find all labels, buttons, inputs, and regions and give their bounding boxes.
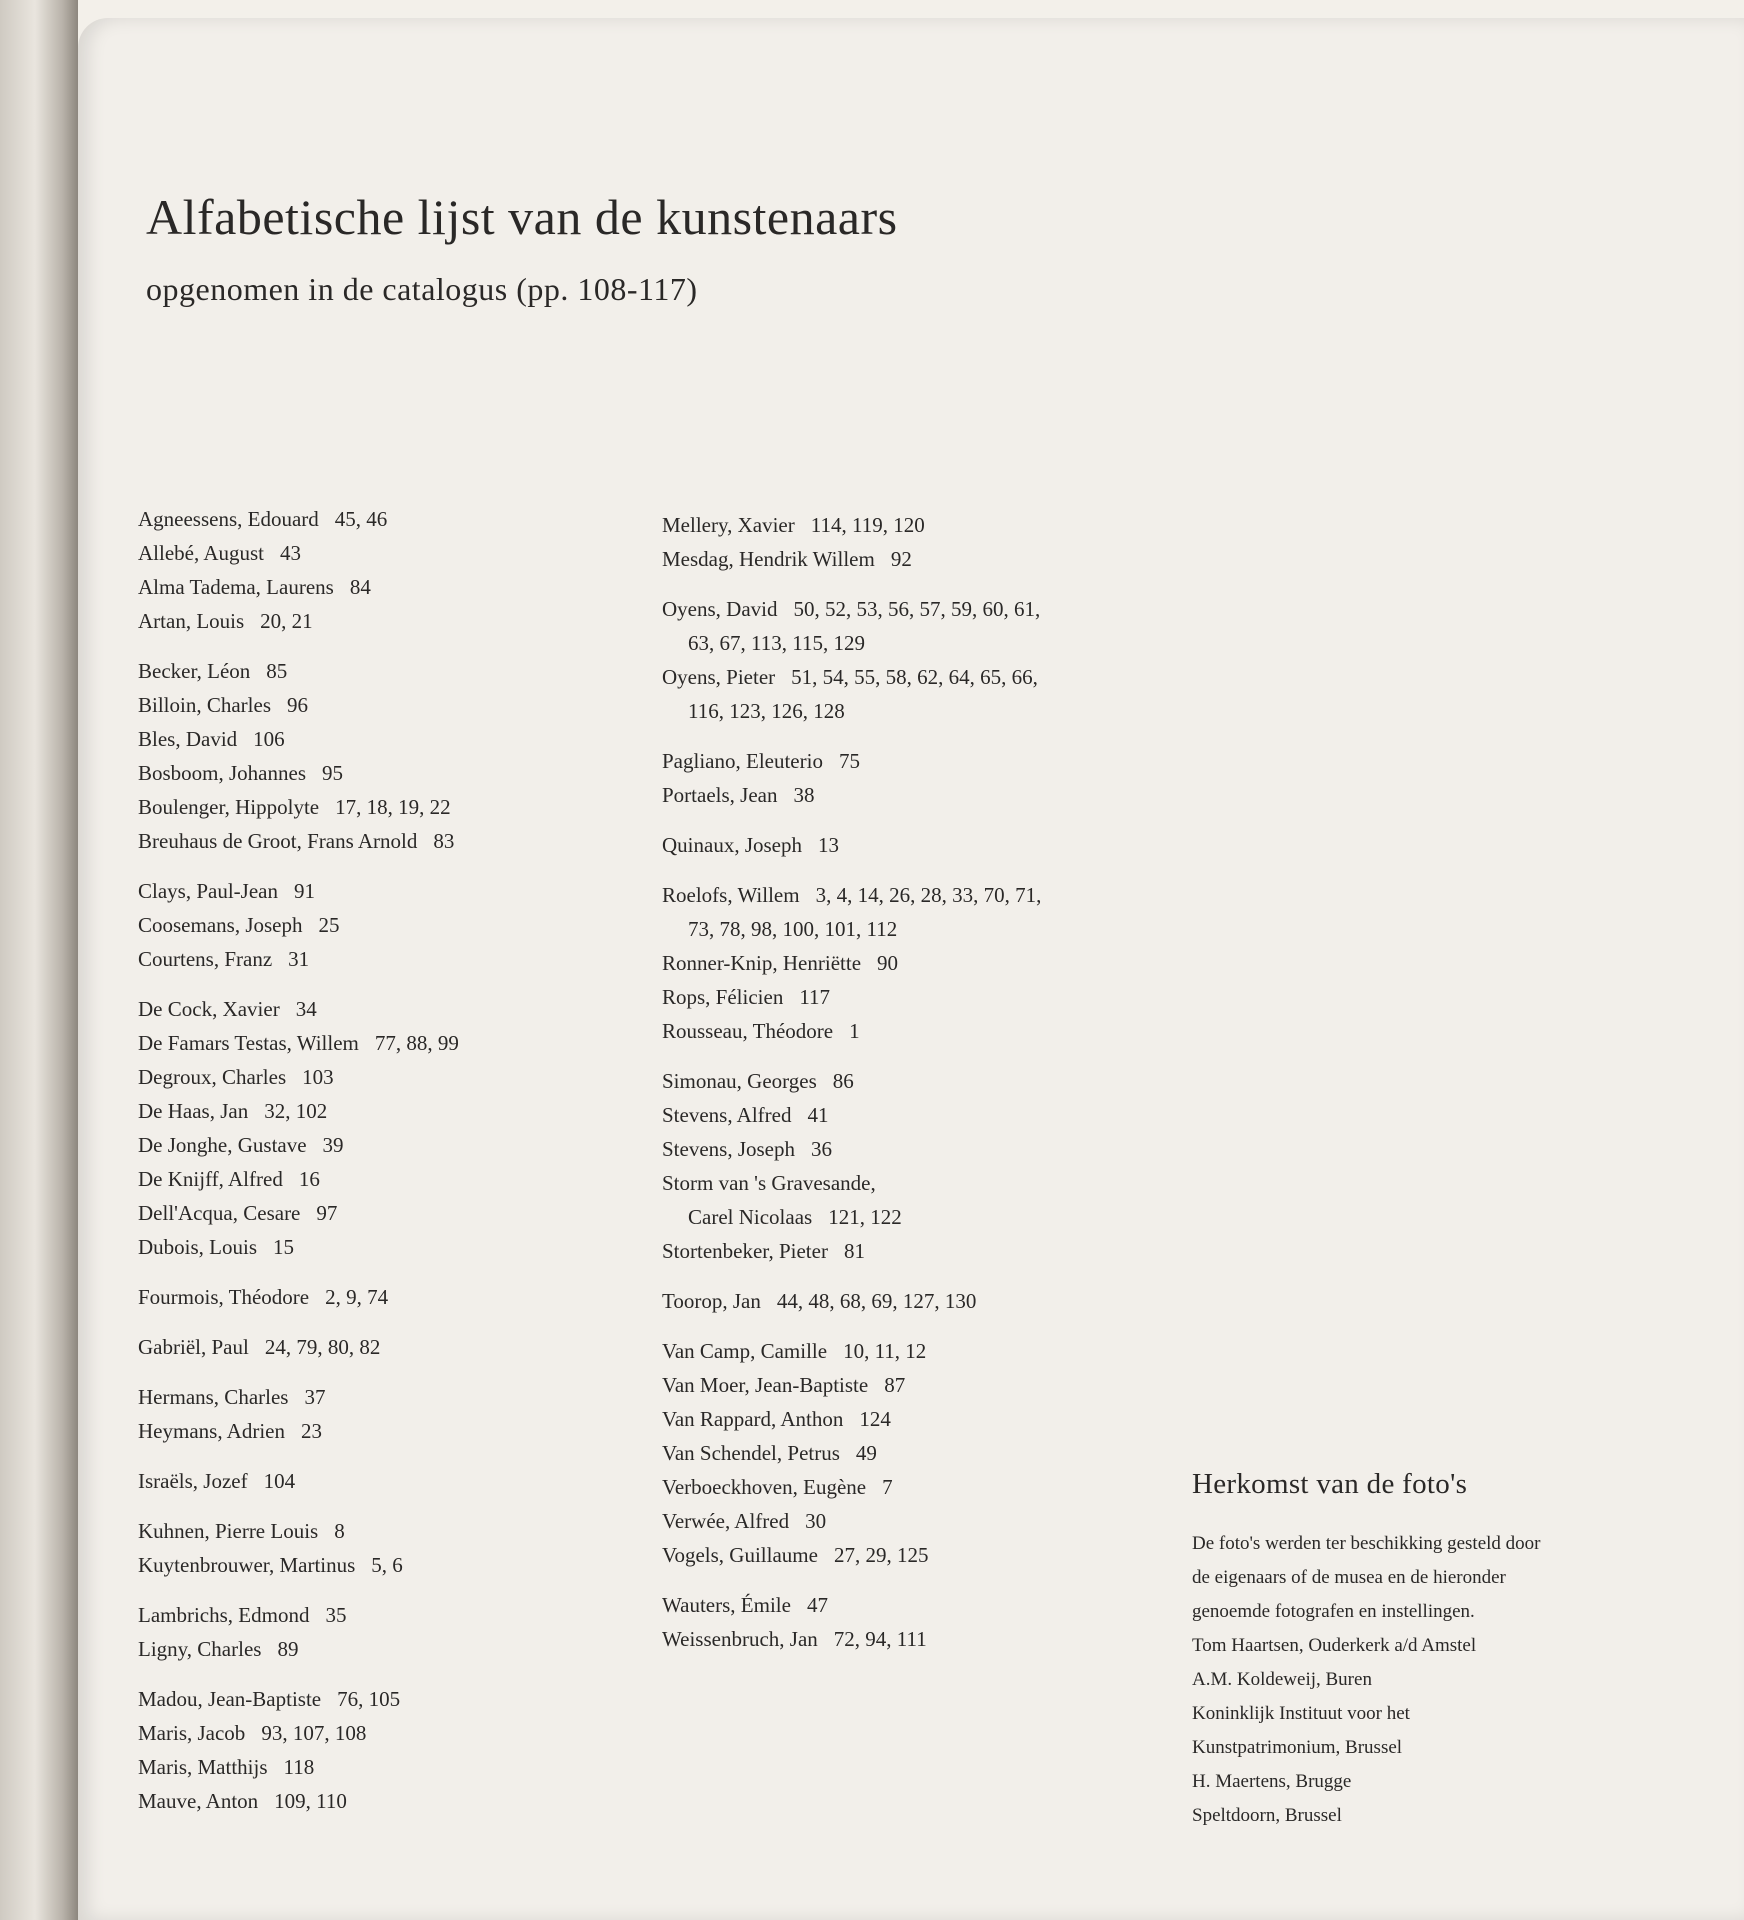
artist-name: Portaels, Jean xyxy=(662,783,778,807)
artist-entry xyxy=(662,1166,1142,1234)
index-letter-group xyxy=(138,1682,658,1818)
artist-entry xyxy=(138,604,658,638)
index-letter-group xyxy=(138,1280,658,1314)
artist-entry xyxy=(138,1750,658,1784)
artist-name: Maris, Matthijs xyxy=(138,1755,268,1779)
artist-name: Heymans, Adrien xyxy=(138,1419,285,1443)
catalogue-numbers: 118 xyxy=(283,1755,315,1779)
artist-entry xyxy=(138,1094,658,1128)
catalogue-numbers: 104 xyxy=(263,1469,296,1493)
artist-name: Ronner-Knip, Henriëtte xyxy=(662,951,862,975)
artist-name: Dubois, Louis xyxy=(138,1235,258,1259)
catalogue-numbers: 83 xyxy=(433,829,455,853)
catalogue-numbers: 5, 6 xyxy=(371,1553,403,1577)
artist-name: Stevens, Alfred xyxy=(662,1103,792,1127)
catalogue-numbers: 85 xyxy=(266,659,288,683)
artist-name: De Famars Testas, Willem xyxy=(138,1031,359,1055)
catalogue-numbers: 32, 102 xyxy=(264,1099,328,1123)
credit-line: Kunstpatrimonium, Brussel xyxy=(1192,1737,1403,1758)
catalogue-numbers: 96 xyxy=(287,693,308,717)
catalogue-numbers: 51, 54, 55, 58, 62, 64, 65, 66, xyxy=(791,665,1038,689)
catalogue-numbers: 13 xyxy=(818,833,839,857)
artist-name: Rops, Félicien xyxy=(662,985,784,1009)
artist-name: Rousseau, Théodore xyxy=(662,1019,834,1043)
index-letter-group xyxy=(662,508,1142,576)
credit-line: genoemde fotografen en instellingen. xyxy=(1192,1601,1475,1622)
index-letter-group xyxy=(138,992,658,1264)
catalogue-numbers: 114, 119, 120 xyxy=(810,513,925,537)
credit-line: de eigenaars of de musea en de hieronder xyxy=(1192,1567,1506,1588)
index-letter-group xyxy=(138,1598,658,1666)
catalogue-numbers: 37 xyxy=(304,1385,326,1409)
photo-credits-heading: Herkomst van de foto's xyxy=(1192,1468,1468,1500)
artist-name: Roelofs, Willem xyxy=(662,883,800,907)
page-title: Alfabetische lijst van de kunstenaars xyxy=(146,189,898,245)
artist-entry xyxy=(138,1548,658,1582)
credit-line: Koninklijk Instituut voor het xyxy=(1192,1703,1410,1724)
catalogue-numbers: 8 xyxy=(334,1519,345,1543)
artist-name: Breuhaus de Groot, Frans Arnold xyxy=(138,829,418,853)
catalogue-numbers: 27, 29, 125 xyxy=(833,1543,929,1567)
catalogue-numbers: 38 xyxy=(793,783,815,807)
artist-entry xyxy=(138,1414,658,1448)
artist-name: Billoin, Charles xyxy=(138,693,271,717)
catalogue-numbers: 84 xyxy=(349,575,371,599)
continuation-text: 73, 78, 98, 100, 101, 112 xyxy=(688,917,898,941)
catalogue-numbers: 92 xyxy=(890,547,912,571)
artist-entry xyxy=(662,778,1142,812)
index-letter-group xyxy=(662,1334,1142,1572)
artist-entry xyxy=(138,1196,658,1230)
artist-entry xyxy=(662,508,1142,542)
artist-entry xyxy=(138,756,658,790)
book-binding xyxy=(0,0,78,1920)
index-letter-group xyxy=(138,502,658,638)
artist-entry xyxy=(662,1234,1142,1268)
artist-name: Stevens, Joseph xyxy=(662,1137,795,1161)
credit-line: A.M. Koldeweij, Buren xyxy=(1192,1669,1372,1690)
artist-entry xyxy=(138,1784,658,1818)
artist-name: Oyens, David xyxy=(662,597,778,621)
photo-credits xyxy=(1192,1468,1712,1833)
index-letter-group xyxy=(662,1588,1142,1656)
artist-name: Clays, Paul-Jean xyxy=(138,879,278,903)
artist-name: Gabriël, Paul xyxy=(138,1335,249,1359)
artist-entry xyxy=(138,1280,658,1314)
credit-line: De foto's werden ter beschikking gesteld door xyxy=(1192,1533,1541,1554)
catalogue-numbers: 47 xyxy=(806,1593,828,1617)
artist-name: Israëls, Jozef xyxy=(138,1469,248,1493)
artist-entry xyxy=(138,992,658,1026)
artist-name: Becker, Léon xyxy=(138,659,251,683)
artist-entry xyxy=(138,1514,658,1548)
artist-entry xyxy=(138,1632,658,1666)
artist-name: Alma Tadema, Laurens xyxy=(138,575,334,599)
catalogue-numbers: 50, 52, 53, 56, 57, 59, 60, 61, xyxy=(793,597,1041,621)
artist-name: Coosemans, Joseph xyxy=(138,913,303,937)
artist-name: Degroux, Charles xyxy=(138,1065,287,1089)
catalogue-numbers: 35 xyxy=(325,1603,347,1627)
catalogue-numbers: 39 xyxy=(322,1133,344,1157)
catalogue-numbers: 41 xyxy=(807,1103,829,1127)
artist-entry xyxy=(138,824,658,858)
catalogue-numbers: 86 xyxy=(832,1069,854,1093)
artist-name: De Knijff, Alfred xyxy=(138,1167,283,1191)
continuation-text: Carel Nicolaas xyxy=(688,1205,813,1229)
artist-entry xyxy=(662,1368,1142,1402)
catalogue-numbers: 121, 122 xyxy=(828,1205,902,1229)
index-letter-group xyxy=(662,1284,1142,1318)
catalogue-numbers: 89 xyxy=(277,1637,299,1661)
artist-name: Verboeckhoven, Eugène xyxy=(662,1475,867,1499)
artist-entry xyxy=(138,654,658,688)
artist-entry xyxy=(138,942,658,976)
artist-entry xyxy=(138,1380,658,1414)
artist-name: Hermans, Charles xyxy=(138,1385,289,1409)
artist-entry xyxy=(138,502,658,536)
index-letter-group xyxy=(138,1380,658,1448)
catalogue-numbers: 15 xyxy=(273,1235,295,1259)
entry-continuation xyxy=(662,626,1142,660)
artist-name: Storm van 's Gravesande, xyxy=(662,1171,876,1195)
artist-name: Stortenbeker, Pieter xyxy=(662,1239,828,1263)
index-letter-group xyxy=(138,1514,658,1582)
artist-entry xyxy=(138,722,658,756)
artist-entry xyxy=(662,744,1142,778)
catalogue-numbers: 36 xyxy=(811,1137,832,1161)
catalogue-numbers: 25 xyxy=(318,913,340,937)
artist-name: Wauters, Émile xyxy=(662,1593,791,1617)
artist-entry xyxy=(138,536,658,570)
artist-entry xyxy=(662,1470,1142,1504)
artist-entry xyxy=(138,1162,658,1196)
entry-continuation xyxy=(662,912,1142,946)
catalogue-numbers: 31 xyxy=(288,947,310,971)
artist-name: Fourmois, Théodore xyxy=(138,1285,310,1309)
index-letter-group xyxy=(138,654,658,858)
catalogue-numbers: 23 xyxy=(300,1419,322,1443)
catalogue-numbers: 20, 21 xyxy=(260,609,313,633)
catalogue-numbers: 109, 110 xyxy=(274,1789,347,1813)
artist-entry xyxy=(138,1716,658,1750)
catalogue-numbers: 90 xyxy=(877,951,899,975)
catalogue-numbers: 34 xyxy=(295,997,317,1021)
catalogue-numbers: 77, 88, 99 xyxy=(374,1031,459,1055)
photo-credits-text xyxy=(1192,1527,1712,1833)
artist-name: Lambrichs, Edmond xyxy=(138,1603,310,1627)
artist-entry xyxy=(662,1622,1142,1656)
artist-name: Mesdag, Hendrik Willem xyxy=(662,547,875,571)
artist-name: De Cock, Xavier xyxy=(138,997,280,1021)
entry-continuation xyxy=(662,694,1142,728)
artist-name: Van Moer, Jean-Baptiste xyxy=(662,1373,869,1397)
artist-entry xyxy=(662,1436,1142,1470)
artist-name: De Haas, Jan xyxy=(138,1099,249,1123)
artist-name: Quinaux, Joseph xyxy=(662,833,802,857)
catalogue-numbers: 95 xyxy=(322,761,343,785)
artist-entry xyxy=(662,1014,1142,1048)
artist-entry xyxy=(662,1098,1142,1132)
artist-name: Agneessens, Edouard xyxy=(138,507,319,531)
catalogue-numbers: 87 xyxy=(884,1373,906,1397)
index-letter-group xyxy=(662,1064,1142,1268)
artist-name: Vogels, Guillaume xyxy=(662,1543,818,1567)
artist-entry xyxy=(662,828,1142,862)
artist-entry xyxy=(662,1538,1142,1572)
artist-entry xyxy=(138,1682,658,1716)
artist-entry xyxy=(662,1284,1142,1318)
artist-entry xyxy=(138,1464,658,1498)
catalogue-numbers: 124 xyxy=(859,1407,891,1431)
page-subtitle: opgenomen in de catalogus (pp. 108-117) xyxy=(146,271,698,307)
artist-name: Maris, Jacob xyxy=(138,1721,246,1745)
artist-entry xyxy=(138,790,658,824)
index-letter-group xyxy=(662,828,1142,862)
catalogue-numbers: 91 xyxy=(293,879,315,903)
artist-name: Simonau, Georges xyxy=(662,1069,817,1093)
artist-entry xyxy=(138,874,658,908)
artist-name: Van Rappard, Anthon xyxy=(662,1407,844,1431)
artist-name: De Jonghe, Gustave xyxy=(138,1133,307,1157)
artist-entry xyxy=(662,1334,1142,1368)
artist-entry xyxy=(138,1060,658,1094)
credit-line: Tom Haartsen, Ouderkerk a/d Amstel xyxy=(1192,1635,1477,1656)
artist-entry xyxy=(138,1330,658,1364)
artist-name: Verwée, Alfred xyxy=(662,1509,790,1533)
artist-name: Toorop, Jan xyxy=(662,1289,761,1313)
artist-entry xyxy=(138,908,658,942)
artist-entry xyxy=(662,542,1142,576)
artist-name: Allebé, August xyxy=(138,541,264,565)
catalogue-numbers: 24, 79, 80, 82 xyxy=(264,1335,381,1359)
index-letter-group xyxy=(138,1464,658,1498)
catalogue-numbers: 1 xyxy=(849,1019,860,1043)
catalogue-numbers: 44, 48, 68, 69, 127, 130 xyxy=(776,1289,977,1313)
artist-name: Mellery, Xavier xyxy=(662,513,795,537)
artist-name: Pagliano, Eleuterio xyxy=(662,749,823,773)
credit-line: H. Maertens, Brugge xyxy=(1192,1771,1352,1792)
credit-line: Speltdoorn, Brussel xyxy=(1192,1805,1342,1826)
continuation-text: 116, 123, 126, 128 xyxy=(688,699,845,723)
artist-name: Van Schendel, Petrus xyxy=(662,1441,840,1465)
artist-entry xyxy=(662,660,1142,728)
artist-name: Mauve, Anton xyxy=(138,1789,259,1813)
artist-entry xyxy=(662,878,1142,946)
artist-entry xyxy=(138,688,658,722)
index-letter-group xyxy=(138,874,658,976)
index-letter-group xyxy=(138,1330,658,1364)
artist-name: Bosboom, Johannes xyxy=(138,761,306,785)
artist-name: Bles, David xyxy=(138,727,238,751)
index-letter-group xyxy=(662,878,1142,1048)
catalogue-numbers: 43 xyxy=(280,541,301,565)
catalogue-numbers: 3, 4, 14, 26, 28, 33, 70, 71, xyxy=(815,883,1042,907)
artist-name: Ligny, Charles xyxy=(138,1637,262,1661)
artist-entry xyxy=(662,1504,1142,1538)
artist-entry xyxy=(138,1026,658,1060)
artist-name: Boulenger, Hippolyte xyxy=(138,795,320,819)
artist-name: Artan, Louis xyxy=(138,609,245,633)
catalogue-numbers: 81 xyxy=(843,1239,865,1263)
catalogue-numbers: 10, 11, 12 xyxy=(843,1339,927,1363)
catalogue-numbers: 17, 18, 19, 22 xyxy=(335,795,451,819)
artist-entry xyxy=(662,1402,1142,1436)
artist-entry xyxy=(662,1132,1142,1166)
entry-continuation xyxy=(662,1200,1142,1234)
artist-entry xyxy=(138,1598,658,1632)
artist-name: Kuhnen, Pierre Louis xyxy=(138,1519,319,1543)
catalogue-numbers: 76, 105 xyxy=(337,1687,401,1711)
catalogue-numbers: 75 xyxy=(838,749,860,773)
catalogue-numbers: 30 xyxy=(805,1509,827,1533)
artist-name: Van Camp, Camille xyxy=(662,1339,828,1363)
index-letter-group xyxy=(662,592,1142,728)
continuation-text: 63, 67, 113, 115, 129 xyxy=(688,631,865,655)
catalogue-numbers: 16 xyxy=(298,1167,320,1191)
artist-index-left-column xyxy=(138,502,658,1834)
artist-name: Kuytenbrouwer, Martinus xyxy=(138,1553,356,1577)
artist-entry xyxy=(662,946,1142,980)
catalogue-numbers: 2, 9, 74 xyxy=(325,1285,389,1309)
catalogue-numbers: 45, 46 xyxy=(334,507,388,531)
artist-entry xyxy=(138,1128,658,1162)
artist-name: Courtens, Franz xyxy=(138,947,273,971)
artist-entry xyxy=(662,592,1142,660)
artist-entry xyxy=(138,1230,658,1264)
index-letter-group xyxy=(662,744,1142,812)
artist-entry xyxy=(662,1064,1142,1098)
catalogue-numbers: 97 xyxy=(316,1201,338,1225)
catalogue-numbers: 103 xyxy=(302,1065,334,1089)
catalogue-numbers: 49 xyxy=(855,1441,877,1465)
artist-name: Madou, Jean-Baptiste xyxy=(138,1687,322,1711)
artist-name: Dell'Acqua, Cesare xyxy=(138,1201,301,1225)
artist-name: Oyens, Pieter xyxy=(662,665,776,689)
catalogue-numbers: 72, 94, 111 xyxy=(833,1627,927,1651)
catalogue-numbers: 117 xyxy=(799,985,831,1009)
artist-name: Weissenbruch, Jan xyxy=(662,1627,818,1651)
artist-entry xyxy=(662,1588,1142,1622)
artist-entry xyxy=(662,980,1142,1014)
catalogue-numbers: 93, 107, 108 xyxy=(261,1721,367,1745)
artist-index-right-column xyxy=(662,508,1142,1672)
catalogue-numbers: 7 xyxy=(882,1475,893,1499)
artist-entry xyxy=(138,570,658,604)
catalogue-numbers: 106 xyxy=(253,727,285,751)
